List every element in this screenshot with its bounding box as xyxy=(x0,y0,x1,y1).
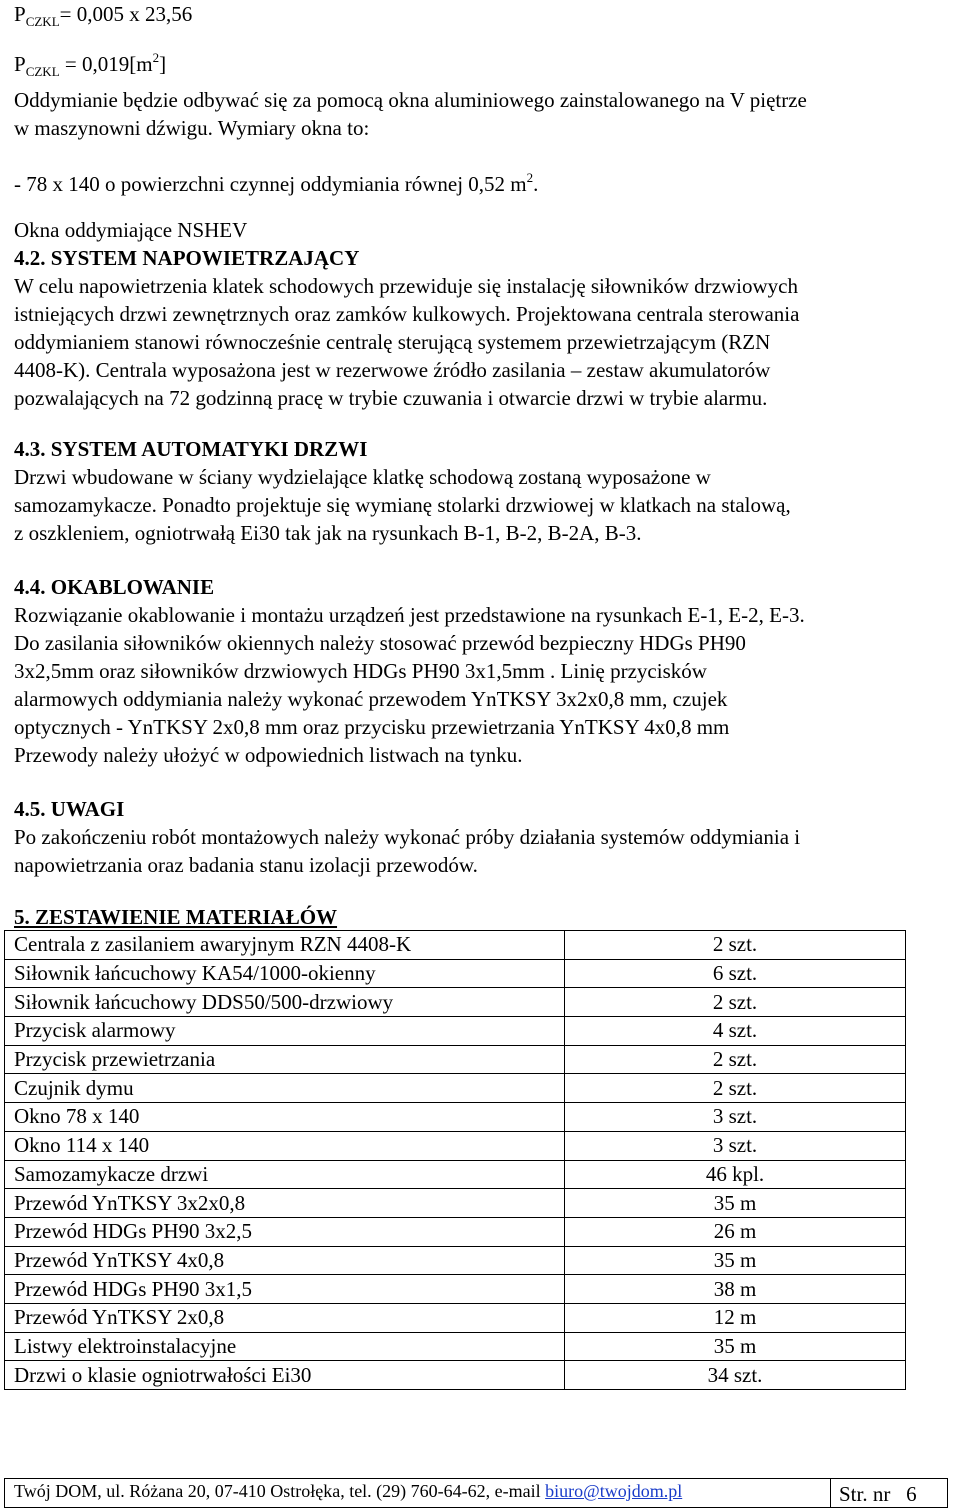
text-line: 3x2,5mm oraz siłowników drzwiowych HDGs PH90 3x1,5mm . Linię przycisków xyxy=(14,659,707,683)
materials-table xyxy=(4,930,906,1390)
table-row xyxy=(5,1246,906,1275)
page-footer xyxy=(4,1478,948,1508)
section-4-5 xyxy=(14,795,944,879)
table-row xyxy=(5,1017,906,1046)
table-row xyxy=(5,1103,906,1132)
material-quantity: 34 szt. xyxy=(565,1361,906,1390)
material-name: Czujnik dymu xyxy=(5,1074,565,1103)
material-name: Przewód YnTKSY 2x0,8 xyxy=(5,1303,565,1332)
text-line: samozamykacze. Ponadto projektuje się wymianę stolarki drzwiowej w klatkach na stalową, xyxy=(14,493,791,517)
material-name: Przycisk alarmowy xyxy=(5,1017,565,1046)
page-number-box: Str. nr 6 xyxy=(830,1479,947,1507)
window-dimension: - 78 x 140 o powierzchni czynnej oddymiania równej 0,52 $m^2$. xyxy=(14,170,539,196)
section-4-4 xyxy=(14,573,944,769)
formula-line-2: $P_{CZKL} = 0,019[m^2]$ xyxy=(14,50,167,79)
text-line: Przewody należy ułożyć w odpowiednich listwach na tynku. xyxy=(14,743,523,767)
text-line: W celu napowietrzenia klatek schodowych przewiduje się instalację siłowników drzwiowych xyxy=(14,274,798,298)
material-name: Siłownik łańcuchowy DDS50/500-drzwiowy xyxy=(5,988,565,1017)
section-heading: 4.4. OKABLOWANIE xyxy=(14,575,215,599)
text-line: Po zakończeniu robót montażowych należy wykonać próby działania systemów oddymiania i xyxy=(14,825,801,849)
material-quantity: 2 szt. xyxy=(565,931,906,960)
table-row xyxy=(5,931,906,960)
table-row xyxy=(5,988,906,1017)
section-5 xyxy=(14,903,944,931)
section-4-2 xyxy=(14,244,944,412)
text-line: Do zasilania siłowników okiennych należy stosować przewód bezpieczny HDGs PH90 xyxy=(14,631,746,655)
material-name: Listwy elektroinstalacyjne xyxy=(5,1332,565,1361)
material-quantity: 2 szt. xyxy=(565,988,906,1017)
text-line: w maszynowni dźwigu. Wymiary okna to: xyxy=(14,116,370,140)
intro-paragraph xyxy=(14,86,944,142)
table-row xyxy=(5,1074,906,1103)
table-row xyxy=(5,1332,906,1361)
material-quantity: 2 szt. xyxy=(565,1074,906,1103)
footer-address: Twój DOM, ul. Różana 20, 07-410 Ostrołęka, tel. (29) 760-64-62, e-mail biuro@twojdom.pl xyxy=(14,1481,683,1501)
material-name: Przewód HDGs PH90 3x1,5 xyxy=(5,1275,565,1304)
material-quantity: 2 szt. xyxy=(565,1045,906,1074)
material-quantity: 38 m xyxy=(565,1275,906,1304)
text-line: oddymianiem stanowi równocześnie centralę sterującą systemem przewietrzającym (RZN xyxy=(14,330,771,354)
table-row xyxy=(5,1045,906,1074)
text-line: istniejących drzwi zewnętrznych oraz zamków kulkowych. Projektowana centrala sterowania xyxy=(14,302,800,326)
text-line: optycznych - YnTKSY 2x0,8 mm oraz przycisku przewietrzania YnTKSY 4x0,8 mm xyxy=(14,715,730,739)
table-row xyxy=(5,1160,906,1189)
table-row xyxy=(5,1303,906,1332)
material-quantity: 4 szt. xyxy=(565,1017,906,1046)
text-line: Oddymianie będzie odbywać się za pomocą okna aluminiowego zainstalowanego na V piętrze xyxy=(14,88,807,112)
material-quantity: 12 m xyxy=(565,1303,906,1332)
formula-line-1: $P_{CZKL}= 0,005$ x 23,56 xyxy=(14,2,193,29)
table-row xyxy=(5,1189,906,1218)
material-quantity: 6 szt. xyxy=(565,959,906,988)
material-name: Drzwi o klasie ogniotrwałości Ei30 xyxy=(5,1361,565,1390)
text-line: z oszkleniem, ogniotrwałą Ei30 tak jak na rysunkach B-1, B-2, B-2A, B-3. xyxy=(14,521,642,545)
table-row xyxy=(5,1217,906,1246)
material-name: Samozamykacze drzwi xyxy=(5,1160,565,1189)
formula-block xyxy=(14,0,944,86)
table-row xyxy=(5,1361,906,1390)
material-quantity: 35 m xyxy=(565,1246,906,1275)
table-row xyxy=(5,1131,906,1160)
table-row xyxy=(5,959,906,988)
material-name: Okno 114 x 140 xyxy=(5,1131,565,1160)
material-quantity: 35 m xyxy=(565,1332,906,1361)
material-quantity: 3 szt. xyxy=(565,1131,906,1160)
text-line: Rozwiązanie okablowanie i montażu urządzeń jest przedstawione na rysunkach E-1, E-2, E-3. xyxy=(14,603,805,627)
material-name: Centrala z zasilaniem awaryjnym RZN 4408-K xyxy=(5,931,565,960)
material-quantity: 35 m xyxy=(565,1189,906,1218)
section-heading: 5. ZESTAWIENIE MATERIAŁÓW xyxy=(14,905,338,929)
nshev-note: Okna oddymiające NSHEV xyxy=(14,218,248,242)
material-name: Siłownik łańcuchowy KA54/1000-okienny xyxy=(5,959,565,988)
material-name: Przycisk przewietrzania xyxy=(5,1045,565,1074)
material-quantity: 3 szt. xyxy=(565,1103,906,1132)
text-line: alarmowych oddymiania należy wykonać przewodem YnTKSY 3x2x0,8 mm, czujek xyxy=(14,687,728,711)
material-quantity: 26 m xyxy=(565,1217,906,1246)
material-name: Przewód YnTKSY 3x2x0,8 xyxy=(5,1189,565,1218)
section-heading: 4.3. SYSTEM AUTOMATYKI DRZWI xyxy=(14,437,368,461)
material-name: Przewód YnTKSY 4x0,8 xyxy=(5,1246,565,1275)
email-link[interactable]: biuro@twojdom.pl xyxy=(545,1481,683,1501)
section-4-3 xyxy=(14,435,944,547)
section-heading: 4.5. UWAGI xyxy=(14,797,125,821)
section-heading: 4.2. SYSTEM NAPOWIETRZAJĄCY xyxy=(14,246,360,270)
material-name: Przewód HDGs PH90 3x2,5 xyxy=(5,1217,565,1246)
text-line: 4408-K). Centrala wyposażona jest w rezerwowe źródło zasilania – zestaw akumulatorów xyxy=(14,358,771,382)
table-row xyxy=(5,1275,906,1304)
text-line: napowietrzania oraz badania stanu izolacji przewodów. xyxy=(14,853,478,877)
text-line: pozwalających na 72 godzinną pracę w trybie czuwania i otwarcie drzwi w trybie alarmu. xyxy=(14,386,768,410)
text-line: Drzwi wbudowane w ściany wydzielające klatkę schodową zostaną wyposażone w xyxy=(14,465,711,489)
material-name: Okno 78 x 140 xyxy=(5,1103,565,1132)
material-quantity: 46 kpl. xyxy=(565,1160,906,1189)
